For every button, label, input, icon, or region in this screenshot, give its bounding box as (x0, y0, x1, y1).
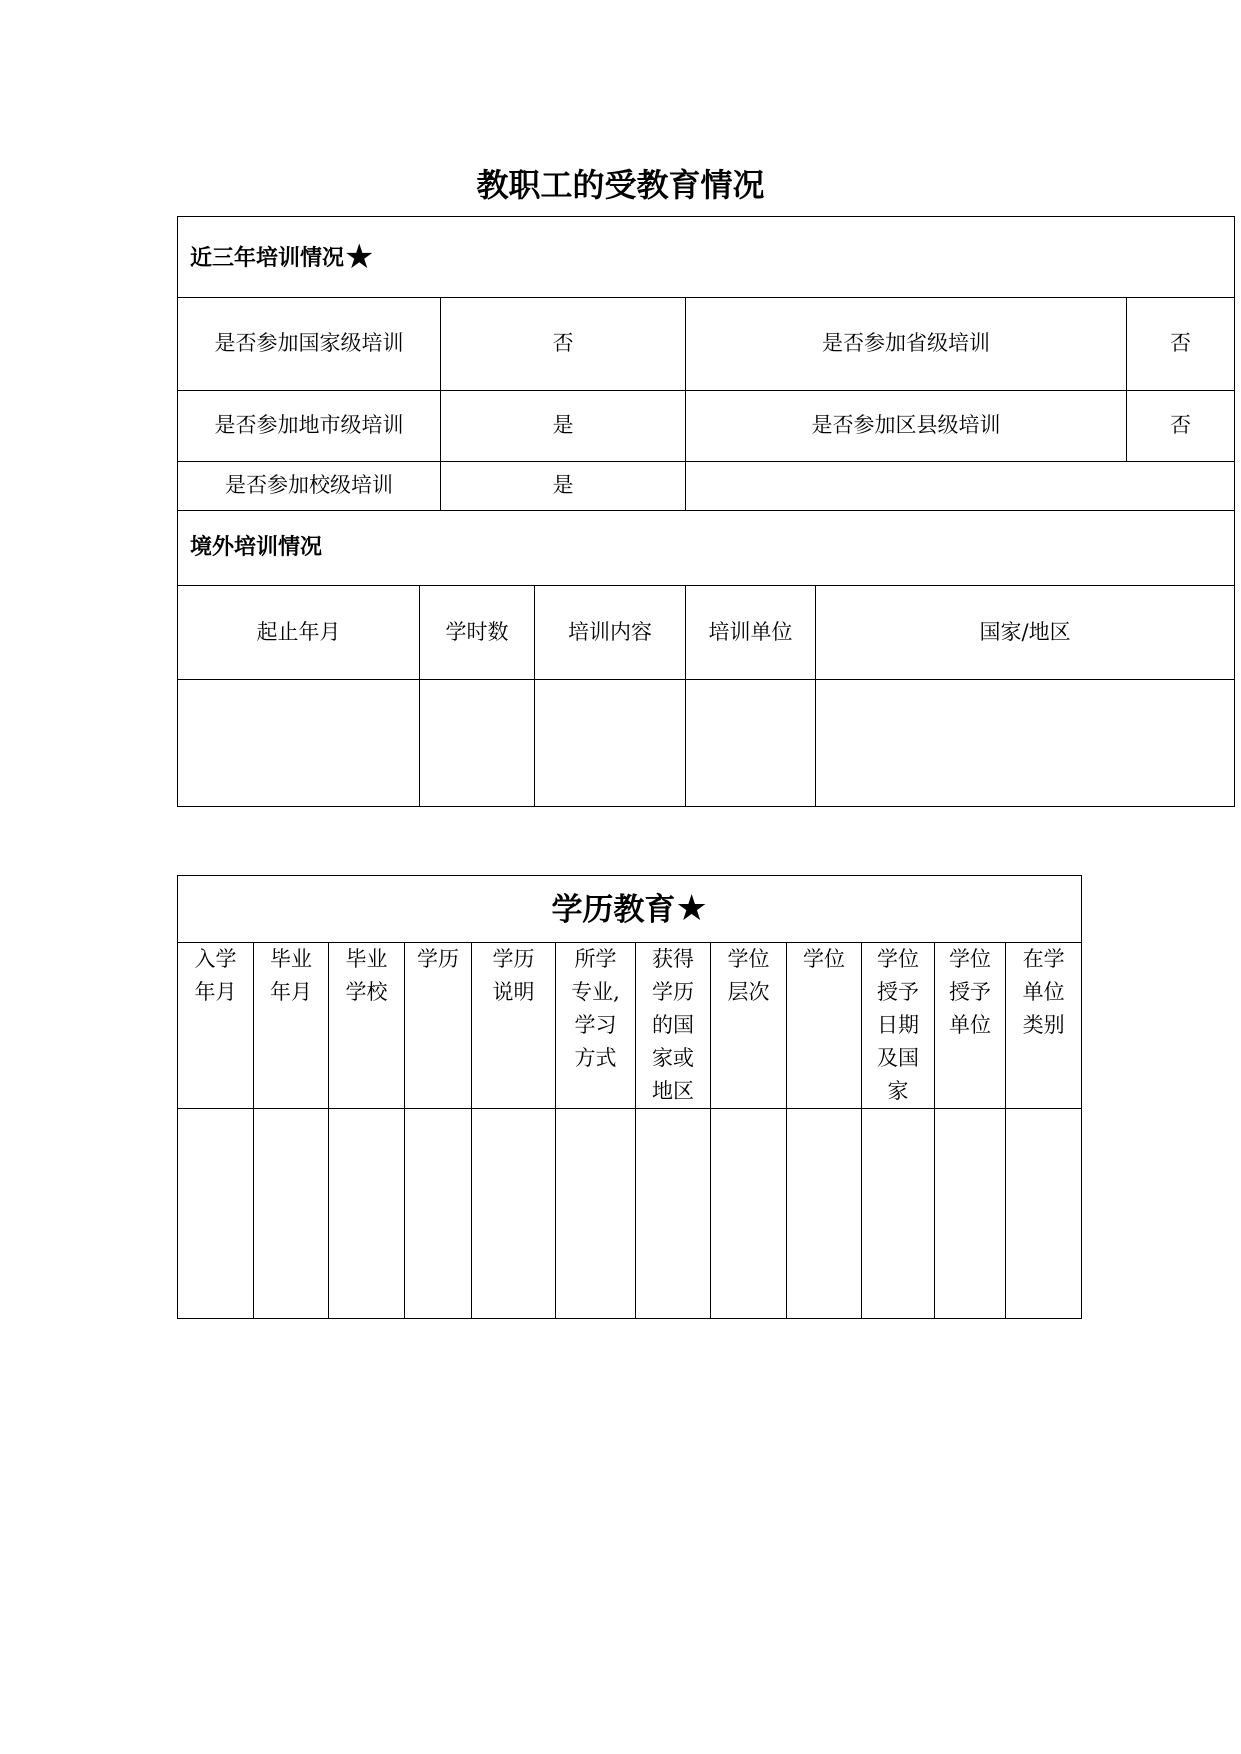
education-input-cell[interactable] (178, 1109, 254, 1319)
col-education-level: 学历 (405, 943, 472, 1109)
education-section-heading (178, 876, 1082, 943)
col-graduation-date: 毕业 年月 (254, 943, 329, 1109)
col-school-category: 在学 单位 类别 (1006, 943, 1082, 1109)
education-input-cell[interactable] (329, 1109, 405, 1319)
col-major-study-mode: 所学 专业, 学习 方式 (556, 943, 636, 1109)
overseas-input-hours[interactable] (420, 680, 535, 807)
col-degree-granting-unit: 学位 授予 单位 (935, 943, 1006, 1109)
col-training-content: 培训内容 (535, 586, 686, 680)
col-degree-date-country: 学位 授予 日期 及国 家 (862, 943, 935, 1109)
col-degree: 学位 (787, 943, 862, 1109)
provincial-training-value[interactable]: 否 (1127, 298, 1235, 391)
education-table (177, 875, 1082, 1319)
education-input-cell[interactable] (862, 1109, 935, 1319)
education-input-cell[interactable] (935, 1109, 1006, 1319)
page-title: 教职工的受教育情况 (476, 166, 765, 204)
training-heading-text: 近三年培训情况 (190, 245, 345, 271)
overseas-input-country[interactable] (816, 680, 1235, 807)
school-training-label: 是否参加校级培训 (178, 462, 441, 511)
col-degree-country: 获得 学历 的国 家或 地区 (636, 943, 711, 1109)
education-input-cell[interactable] (254, 1109, 329, 1319)
national-training-label: 是否参加国家级培训 (178, 298, 441, 391)
training-section-heading (178, 217, 1235, 298)
col-education-note: 学历 说明 (472, 943, 556, 1109)
education-input-cell[interactable] (1006, 1109, 1082, 1319)
county-training-value[interactable]: 否 (1127, 391, 1235, 462)
col-training-org: 培训单位 (686, 586, 816, 680)
col-start-end-date: 起止年月 (178, 586, 420, 680)
school-training-value[interactable]: 是 (441, 462, 686, 511)
star-icon: ★ (344, 236, 375, 277)
overseas-input-org[interactable] (686, 680, 816, 807)
education-input-cell[interactable] (472, 1109, 556, 1319)
education-heading-text: 学历教育 (551, 892, 676, 929)
national-training-value[interactable]: 否 (441, 298, 686, 391)
education-input-cell[interactable] (636, 1109, 711, 1319)
education-input-cell[interactable] (787, 1109, 862, 1319)
education-input-cell[interactable] (405, 1109, 472, 1319)
provincial-training-label: 是否参加省级培训 (686, 298, 1127, 391)
empty-cell (686, 462, 1235, 511)
city-training-label: 是否参加地市级培训 (178, 391, 441, 462)
col-enroll-date: 入学 年月 (178, 943, 254, 1109)
col-graduation-school: 毕业 学校 (329, 943, 405, 1109)
overseas-section-heading: 境外培训情况 (178, 511, 1235, 586)
city-training-value[interactable]: 是 (441, 391, 686, 462)
training-table (177, 216, 1235, 807)
county-training-label: 是否参加区县级培训 (686, 391, 1127, 462)
education-input-cell[interactable] (556, 1109, 636, 1319)
overseas-input-content[interactable] (535, 680, 686, 807)
education-input-cell[interactable] (711, 1109, 787, 1319)
star-icon: ★ (675, 888, 708, 930)
col-degree-level: 学位 层次 (711, 943, 787, 1109)
overseas-input-date[interactable] (178, 680, 420, 807)
col-hours: 学时数 (420, 586, 535, 680)
col-country-region: 国家/地区 (816, 586, 1235, 680)
